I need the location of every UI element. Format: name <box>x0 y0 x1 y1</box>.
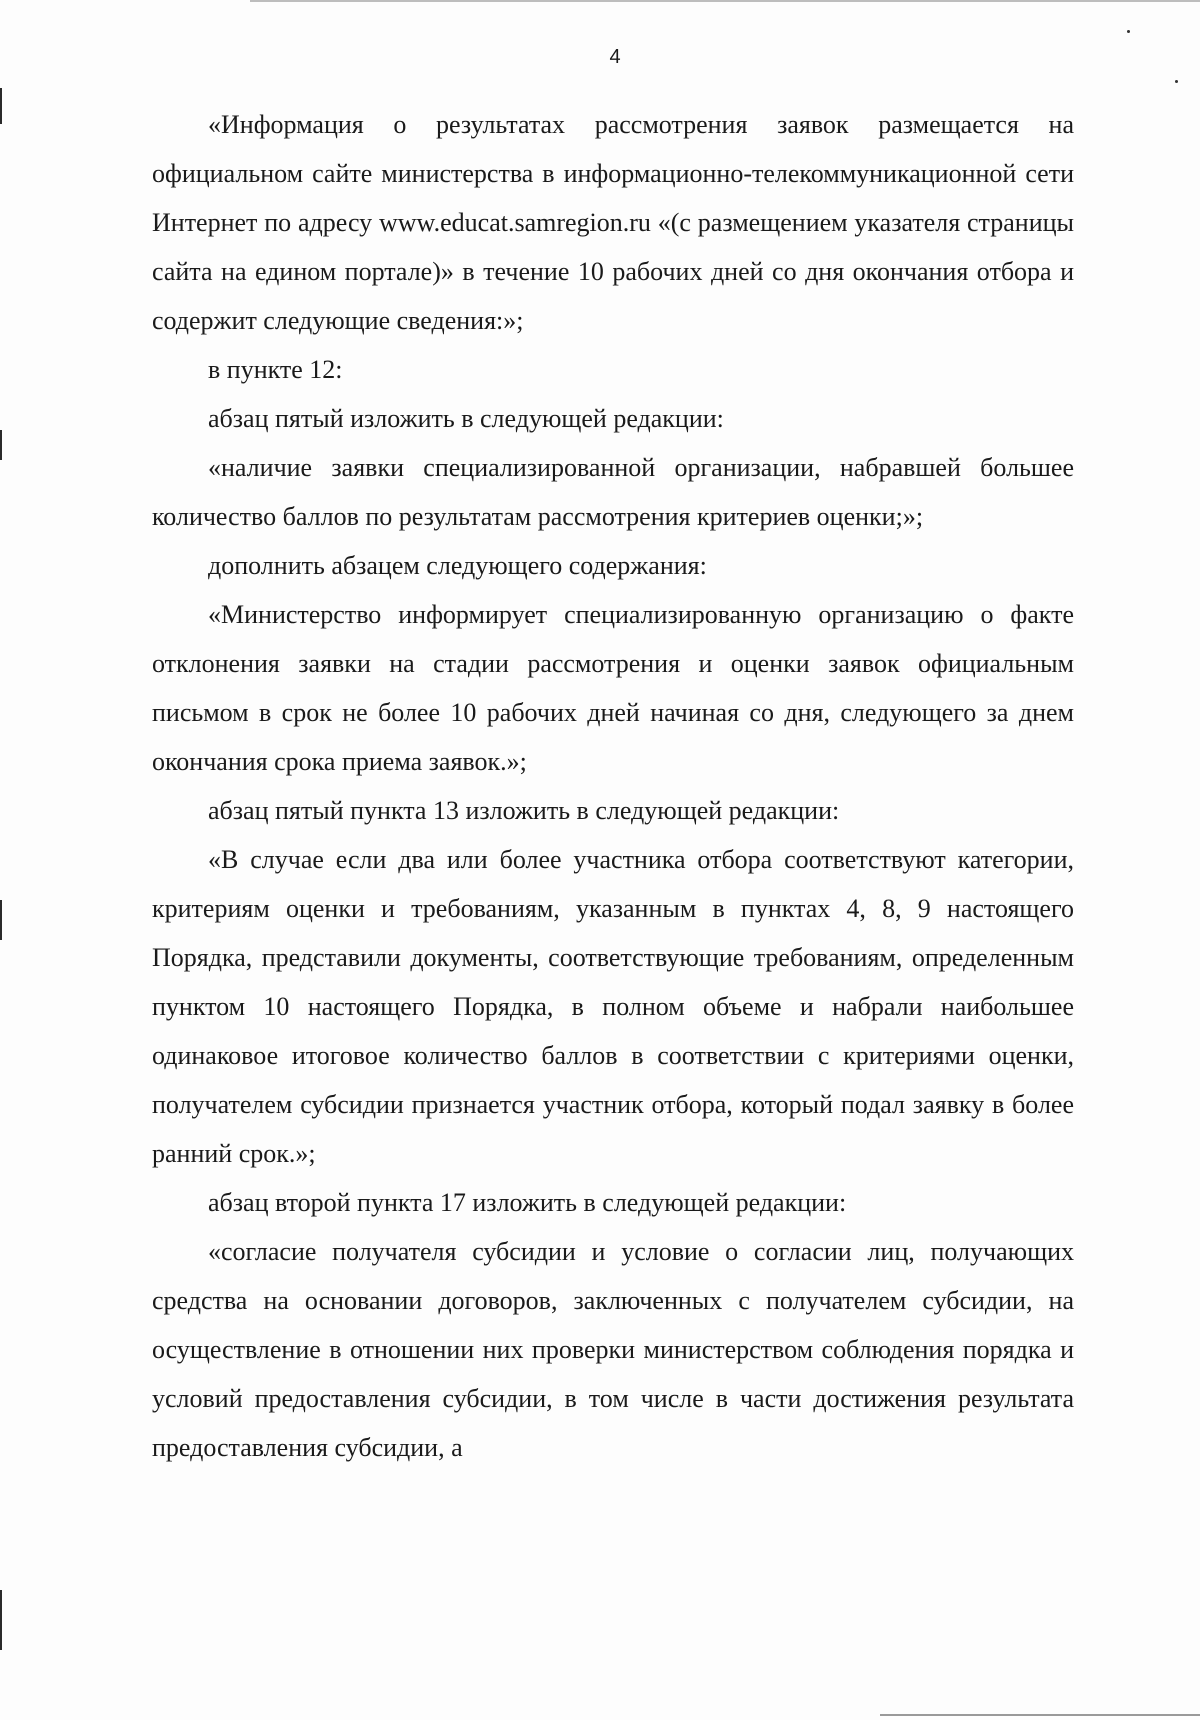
paragraph-point-13-intro: абзац пятый пункта 13 изложить в следующей редакции: <box>208 796 840 825</box>
scan-artifact-top-line <box>250 0 1200 2</box>
scan-artifact-left-mark <box>0 88 2 124</box>
paragraph-consent: «согласие получателя субсидии и условие о согласии лиц, получающих средства на основании договоров, заключенных с получателем субсидии, на осуществление в отношении них проверки министерством соблюдения порядка и условий предоставления субсидии, в том числе в части достижения результата предоставления субсидии, а <box>152 1237 1074 1462</box>
paragraph-point-17-intro: абзац второй пункта 17 изложить в следующей редакции: <box>208 1188 847 1217</box>
document-body <box>152 100 1074 1472</box>
paragraph-ministry-informs: «Министерство информирует специализированную организацию о факте отклонения заявки на стадии рассмотрения и оценки заявок официальным письмом в срок не более 10 рабочих дней начиная со дня, следующего за днем окончания срока приема заявок.»; <box>152 600 1074 776</box>
paragraph-info-results: «Информация о результатах рассмотрения заявок размещается на официальном сайте министерства в информационно-телекоммуникационной сети Интернет по адресу www.educat.samregion.ru «(с размещением указателя страницы сайта на едином портале)» в течение 10 рабочих дней со дня окончания отбора и содержит следующие сведения:»; <box>152 110 1074 335</box>
paragraph-equal-scores: «В случае если два или более участника отбора соответствуют категории, критериям оценки и требованиям, указанным в пунктах 4, 8, 9 настоящего Порядка, представили документы, соответствующие требованиям, определенным пунктом 10 настоящего Порядка, в полном объеме и набрали наибольшее одинаковое итоговое количество баллов в соответствии с критериями оценки, получателем субсидии признается участник отбора, который подал заявку в более ранний срок.»; <box>152 845 1074 1168</box>
paragraph-dopolnit-intro: дополнить абзацем следующего содержания: <box>208 551 707 580</box>
scan-artifact-bottom-line <box>880 1714 1200 1716</box>
scan-artifact-dot <box>1127 30 1130 33</box>
paragraph-abzac-5-intro: абзац пятый изложить в следующей редакции: <box>208 404 724 433</box>
scan-artifact-dot <box>1175 80 1178 83</box>
scan-artifact-left-mark <box>0 430 2 460</box>
paragraph-point-12: в пункте 12: <box>208 355 343 384</box>
page-number: 4 <box>609 46 621 68</box>
scan-artifact-left-mark <box>0 1590 2 1650</box>
scan-artifact-left-mark <box>0 900 2 940</box>
paragraph-nalichie-zayavki: «наличие заявки специализированной организации, набравшей большее количество баллов по результатам рассмотрения критериев оценки;»; <box>152 453 1074 531</box>
